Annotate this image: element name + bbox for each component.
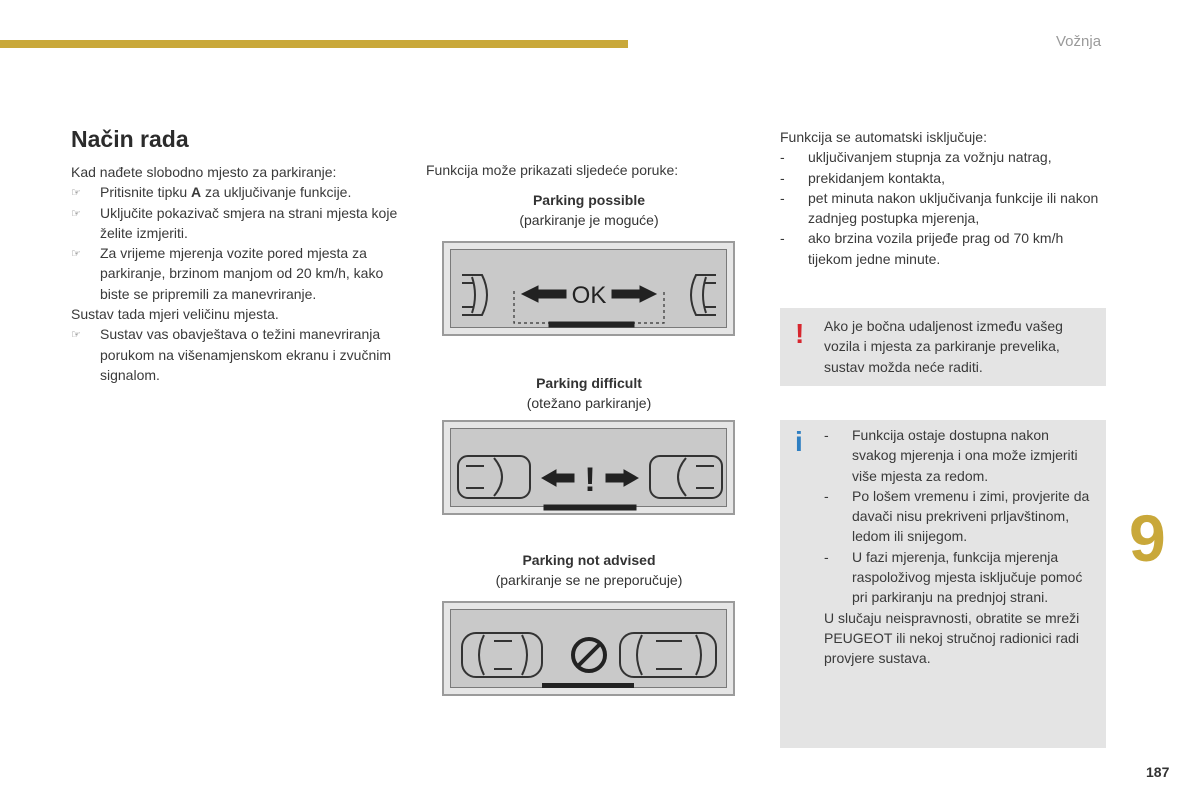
left-intro: Kad nađete slobodno mjesto za parkiranje: bbox=[71, 164, 337, 180]
list-item-text: Uključite pokazivač smjera na strani mjesta koje želite izmjeriti. bbox=[100, 204, 398, 241]
list-item bbox=[71, 203, 401, 244]
header-accent-bar bbox=[0, 40, 628, 48]
ok-arrows-icon bbox=[444, 243, 737, 338]
warning-icon: ! bbox=[795, 318, 805, 349]
message-heading bbox=[439, 190, 739, 230]
page-number: 187 bbox=[1146, 764, 1170, 780]
display-screen-parking-difficult bbox=[442, 420, 735, 515]
hand-pointer-icon: ☞ bbox=[71, 187, 81, 200]
warning-text: Ako je bočna udaljenost između vašeg vozila i mjesta za parkiranje prevelika, sustav možda neće raditi. bbox=[824, 318, 1063, 375]
page-title: Način rada bbox=[71, 126, 189, 152]
list-item: - ako brzina vozila prijeđe prag od 70 km/h tijekom jedne minute. bbox=[780, 230, 1064, 267]
exclamation-label: ! bbox=[584, 461, 596, 499]
message-subtitle: (parkiranje je moguće) bbox=[519, 212, 659, 228]
list-item: - prekidanjem kontakta, bbox=[780, 169, 945, 186]
list-item: - U fazi mjerenja, funkcija mjerenja raspoloživog mjesta isključuje pomoć pri parkiranju na prednjoj strani. bbox=[824, 548, 1083, 606]
hand-pointer-icon: ☞ bbox=[71, 248, 81, 261]
list-item: - Po lošem vremenu i zimi, provjerite da davači nisu prekriveni prljavštinom, ledom ili snijegom. bbox=[824, 487, 1090, 545]
hand-pointer-icon: ☞ bbox=[71, 207, 81, 220]
list-item-text: Po lošem vremenu i zimi, provjerite da davači nisu prekriveni prljavštinom, ledom ili snijegom. bbox=[852, 487, 1090, 545]
right-intro: Funkcija se automatski isključuje: bbox=[780, 129, 987, 145]
message-title: Parking difficult bbox=[536, 375, 642, 391]
center-intro: Funkcija može prikazati sljedeće poruke: bbox=[426, 162, 679, 178]
list-item-text: prekidanjem kontakta, bbox=[808, 169, 945, 186]
message-heading bbox=[439, 550, 739, 590]
list-item: - pet minuta nakon uključivanja funkcije ili nakon zadnjeg postupka mjerenja, bbox=[780, 189, 1099, 227]
list-item-text: Funkcija ostaje dostupna nakon svakog mjerenja i ona može izmjeriti više mjesta za redom. bbox=[852, 427, 1078, 484]
list-item bbox=[71, 182, 401, 202]
list-item-text: U fazi mjerenja, funkcija mjerenja raspoloživog mjesta isključuje pomoć pri parkiranju na prednjoj strani. bbox=[852, 548, 1083, 606]
exclamation-arrows-icon bbox=[444, 422, 737, 517]
message-subtitle: (parkiranje se ne preporučuje) bbox=[495, 572, 683, 588]
left-middle-text: Sustav tada mjeri veličinu mjesta. bbox=[71, 306, 279, 323]
ok-label: OK bbox=[571, 282, 607, 309]
hand-pointer-icon: ☞ bbox=[71, 329, 81, 342]
section-title: Vožnja bbox=[1056, 33, 1102, 50]
message-heading bbox=[439, 373, 739, 413]
display-screen-parking-possible bbox=[442, 241, 735, 336]
message-title: Parking possible bbox=[532, 192, 646, 208]
info-content bbox=[824, 425, 1094, 669]
list-item-text-pre: Pritisnite tipku bbox=[100, 184, 192, 201]
button-name-A: A bbox=[191, 184, 202, 201]
list-item: - Funkcija ostaje dostupna nakon svakog mjerenja i ona može izmjeriti više mjesta za redom. bbox=[824, 427, 1078, 484]
display-screen-parking-not-advised bbox=[442, 601, 735, 696]
list-item-text: Za vrijeme mjerenja vozite pored mjesta za parkiranje, brzinom manjom od 20 km/h, kako biste se pripremili za manevriranje. bbox=[100, 245, 384, 302]
message-title: Parking not advised bbox=[522, 552, 656, 568]
left-column bbox=[71, 162, 401, 385]
chapter-number: 9 bbox=[1129, 501, 1166, 575]
info-icon: i bbox=[795, 426, 803, 457]
list-item: - uključivanjem stupnja za vožnju natrag, bbox=[780, 149, 1052, 166]
message-subtitle: (otežano parkiranje) bbox=[526, 395, 652, 411]
right-column bbox=[780, 127, 1106, 269]
list-item-text-post: za uključivanje funkcije. bbox=[201, 184, 352, 201]
list-item bbox=[71, 243, 401, 304]
list-item-text: Sustav vas obavještava o težini manevriranja porukom na višenamjenskom ekranu i zvučnim signalom. bbox=[100, 326, 392, 383]
list-item-text: pet minuta nakon uključivanja funkcije ili nakon zadnjeg postupka mjerenja, bbox=[808, 189, 1099, 227]
list-item-text: ako brzina vozila prijeđe prag od 70 km/h tijekom jedne minute. bbox=[808, 230, 1064, 267]
list-item bbox=[71, 324, 401, 385]
info-footer: U slučaju neispravnosti, obratite se mreži PEUGEOT ili nekoj stručnoj radionici radi provjere sustava. bbox=[824, 609, 1080, 667]
no-parking-icon bbox=[444, 603, 737, 701]
list-item-text: uključivanjem stupnja za vožnju natrag, bbox=[808, 149, 1052, 166]
